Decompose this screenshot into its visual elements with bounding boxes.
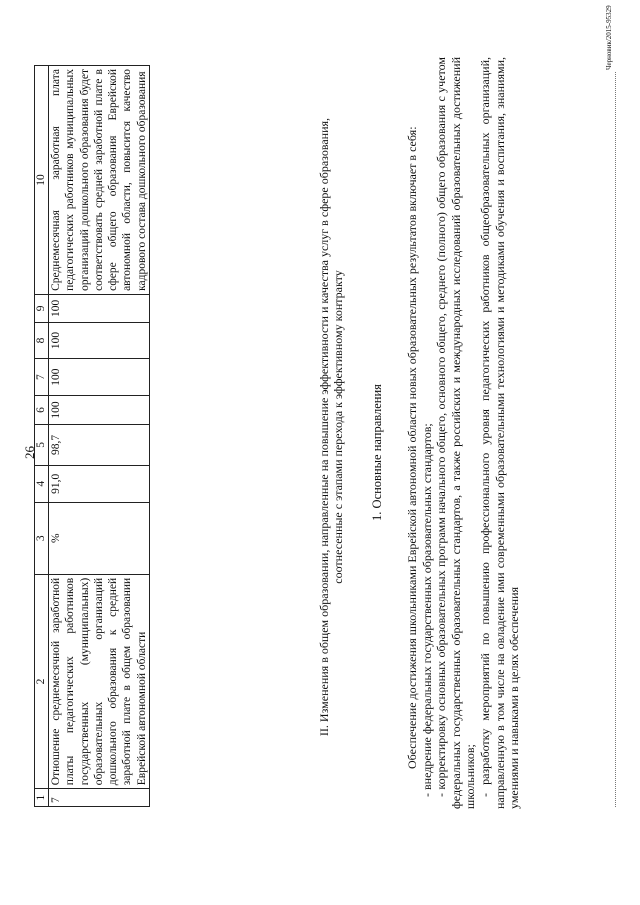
row-number: 7 [49,789,150,807]
value-cell: 98,7 [49,424,150,465]
value-cell: 100 [49,294,150,322]
paragraph: - корректировку основных образовательных программ начального общего, основного общего, среднего (полного) общего образования с учетом федеральных государственных образовательных стандартов, а также российских и международных исследований образовательных достижений школьников; [434,57,478,809]
result-cell: Среднемесячная заработная плата педагогических работников муниципальных организаций дошкольного образования будет соответствовать средней заработной плате в сфере общего образования Еврейской автономной области, повысится качество кадрового состава дошкольного образования [49,66,150,295]
header-cell: 2 [35,574,49,788]
header-cell: 1 [35,789,49,807]
table-header-row [35,66,49,807]
value-cell: 100 [49,396,150,425]
body-text [405,57,522,809]
header-cell: 6 [35,396,49,425]
unit-cell: % [49,502,150,574]
header-cell: 3 [35,502,49,574]
table-row [49,66,150,807]
footer-code: Черновик/2015-95329 [605,5,613,70]
header-cell: 10 [35,66,49,295]
value-cell: 91,0 [49,465,150,502]
indicators-table [34,65,150,807]
header-cell: 5 [35,424,49,465]
paragraph: - внедрение федеральных государственных образовательных стандартов; [419,423,434,797]
indicator-cell: Отношение среднемесячной заработной платы педагогических работников государственных (муниципальных) образовательных организаций дошкольного образования к средней заработной плате в общем образовании Еврейской автономной области [49,574,150,788]
header-cell: 8 [35,322,49,359]
footer-divider [615,72,616,807]
header-cell: 9 [35,294,49,322]
subsection-title: 1. Основные направления [370,384,384,521]
header-cell: 7 [35,359,49,396]
header-cell: 4 [35,465,49,502]
paragraph: Обеспечение достижения школьниками Еврейской автономной области новых образовательных результатов включает в себя: [405,126,419,769]
value-cell: 100 [49,359,150,396]
value-cell: 100 [49,322,150,359]
page-number: 26 [22,446,37,459]
paragraph: - разработку мероприятий по повышению профессионального уровня педагогических работников общеобразовательных организаций, направленную в том числе на овладение ими современными образовательными технологиями и методиками обучения и воспитания, знаниями, умениями и навыками в целях обеспечения [477,57,522,809]
section-title: II. Изменения в общем образовании, направленные на повышение эффективности и качества услуг в сфере образования, соотнесенные с этапами перехода к эффективному контракту [317,117,345,737]
